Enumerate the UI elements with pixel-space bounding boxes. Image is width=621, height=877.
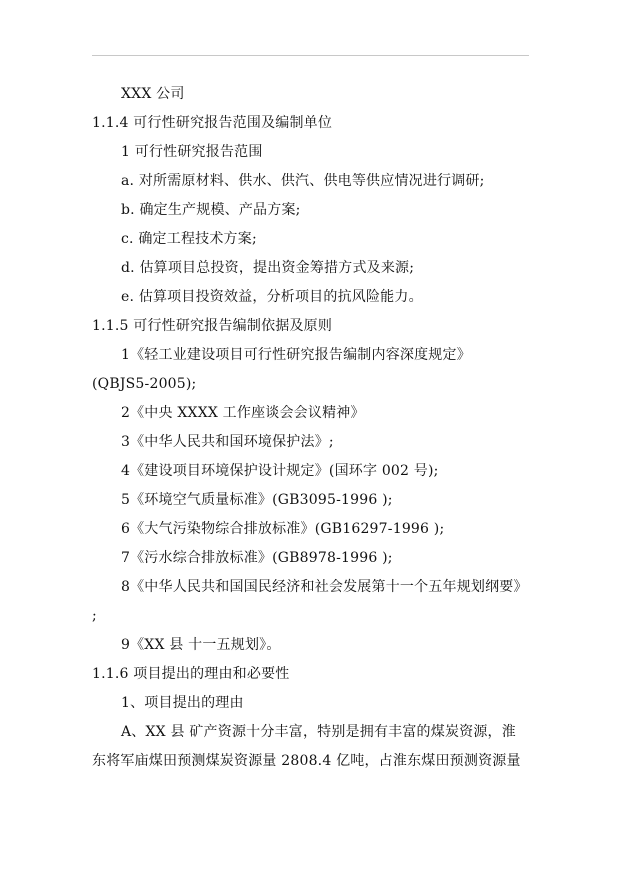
reference-7: 7《污水综合排放标准》(GB8978-1996 ); bbox=[121, 550, 393, 566]
reference-8-continued: ; bbox=[92, 608, 97, 624]
reference-8: 8《中华人民共和国国民经济和社会发展第十一个五年规划纲要》 bbox=[121, 579, 528, 595]
subheading-scope: 1 可行性研究报告范围 bbox=[121, 144, 263, 160]
section-heading-1-1-4: 1.1.4 可行性研究报告范围及编制单位 bbox=[92, 115, 333, 131]
paragraph-line-1: A、XX 县 矿产资源十分丰富，特别是拥有丰富的煤炭资源，淮 bbox=[121, 724, 516, 740]
reference-5: 5《环境空气质量标准》(GB3095-1996 ); bbox=[121, 492, 393, 508]
reference-1: 1《轻工业建设项目可行性研究报告编制内容深度规定》 bbox=[121, 347, 471, 363]
reference-1-continued: (QBJS5-2005); bbox=[92, 376, 197, 392]
reference-4: 4《建设项目环境保护设计规定》(国环字 002 号); bbox=[121, 463, 439, 479]
list-item-c: c. 确定工程技术方案; bbox=[121, 231, 257, 247]
list-item-d: d. 估算项目总投资，提出资金筹措方式及来源; bbox=[121, 260, 415, 276]
reference-3: 3《中华人民共和国环境保护法》; bbox=[121, 434, 334, 450]
reference-2: 2《中央 XXXX 工作座谈会会议精神》 bbox=[121, 405, 365, 421]
reference-9: 9《XX 县 十一五规划》。 bbox=[121, 637, 281, 653]
section-heading-1-1-6: 1.1.6 项目提出的理由和必要性 bbox=[92, 666, 290, 682]
section-heading-1-1-5: 1.1.5 可行性研究报告编制依据及原则 bbox=[92, 318, 333, 334]
header-rule bbox=[92, 55, 529, 56]
list-item-b: b. 确定生产规模、产品方案; bbox=[121, 202, 301, 218]
list-item-a: a. 对所需原材料、供水、供汽、供电等供应情况进行调研; bbox=[121, 173, 485, 189]
paragraph-line-2: 东将军庙煤田预测煤炭资源量 2808.4 亿吨，占淮东煤田预测资源量 bbox=[92, 753, 521, 769]
subheading-reasons: 1、项目提出的理由 bbox=[121, 695, 244, 711]
reference-6: 6《大气污染物综合排放标准》(GB16297-1996 ); bbox=[121, 521, 445, 537]
list-item-e: e. 估算项目投资效益，分析项目的抗风险能力。 bbox=[121, 289, 423, 305]
company-name: XXX 公司 bbox=[121, 86, 185, 102]
